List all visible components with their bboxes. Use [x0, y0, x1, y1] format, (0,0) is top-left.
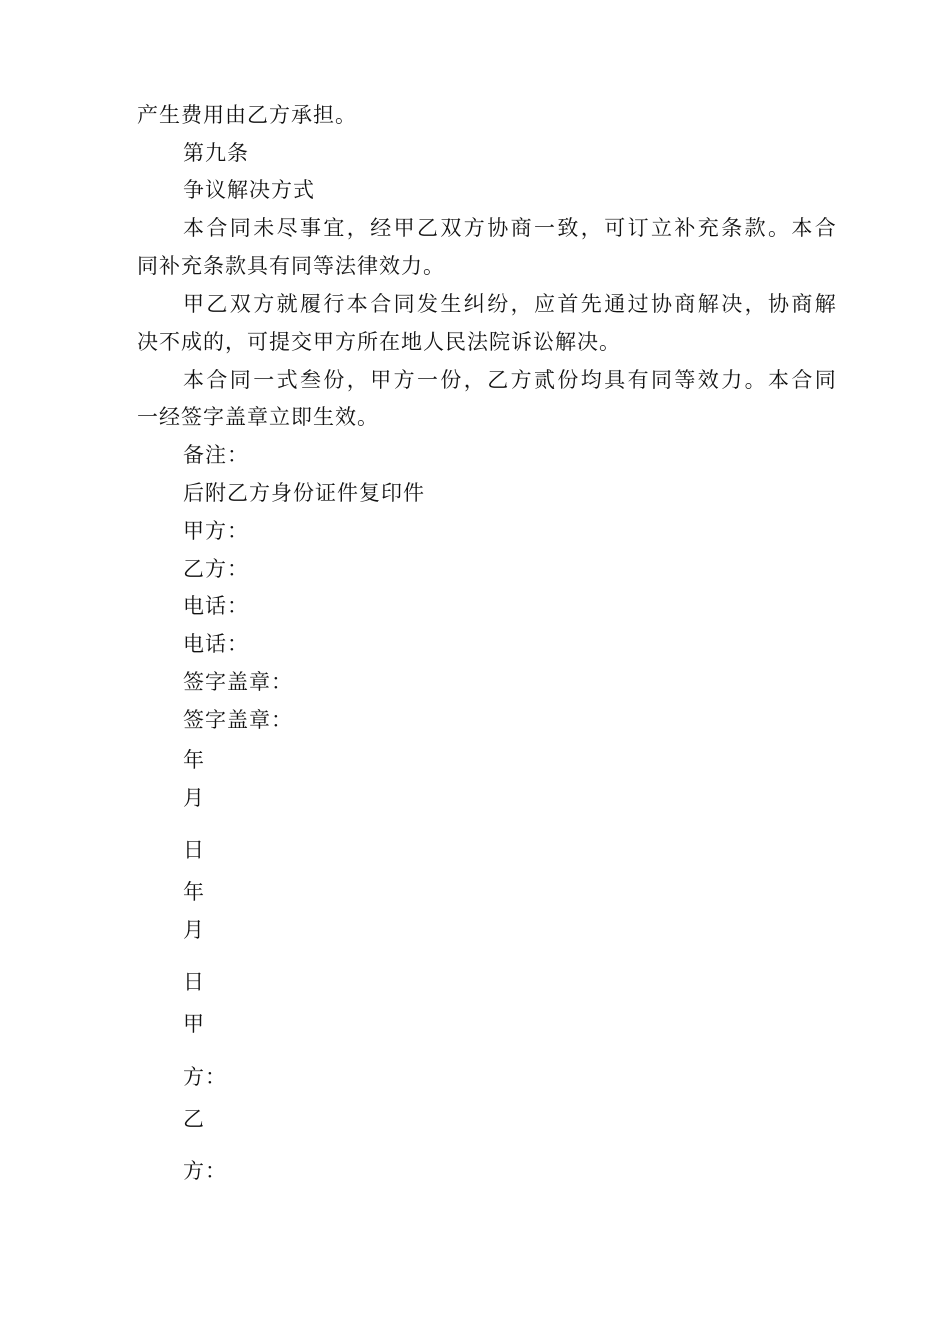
date-a-month: 月: [183, 786, 205, 810]
date-b-day: 日: [183, 970, 205, 994]
date-a-year: 年: [183, 748, 205, 772]
continuation-text: 产生费用由乙方承担。: [137, 103, 357, 127]
seal-a-label: 签字盖章：: [183, 670, 293, 694]
paragraph-3-line-1: 本合同一式叁份，甲方一份，乙方贰份均具有同等效力。本合同: [183, 368, 839, 392]
party-b-split-rest: 方：: [183, 1159, 227, 1183]
remarks-text: 后附乙方身份证件复印件: [183, 481, 425, 505]
party-a-split-char: 甲: [183, 1012, 205, 1036]
article-number: 第九条: [183, 141, 249, 165]
paragraph-1-line-1: 本合同未尽事宜，经甲乙双方协商一致，可订立补充条款。本合: [183, 216, 839, 240]
paragraph-2-line-2: 决不成的，可提交甲方所在地人民法院诉讼解决。: [137, 330, 621, 354]
date-b-month: 月: [183, 918, 205, 942]
article-title: 争议解决方式: [183, 178, 315, 202]
paragraph-3-line-2: 一经签字盖章立即生效。: [137, 405, 379, 429]
party-b-label: 乙方：: [183, 557, 249, 581]
paragraph-1-line-2: 同补充条款具有同等法律效力。: [137, 254, 445, 278]
party-a-split-rest: 方：: [183, 1065, 227, 1089]
seal-b-label: 签字盖章：: [183, 708, 293, 732]
phone-b-label: 电话：: [183, 632, 249, 656]
party-a-label: 甲方：: [183, 519, 249, 543]
date-a-day: 日: [183, 838, 205, 862]
phone-a-label: 电话：: [183, 594, 249, 618]
paragraph-2-line-1: 甲乙双方就履行本合同发生纠纷，应首先通过协商解决，协商解: [183, 292, 839, 316]
party-b-split-char: 乙: [183, 1107, 205, 1131]
remarks-label: 备注：: [183, 443, 249, 467]
date-b-year: 年: [183, 880, 205, 904]
